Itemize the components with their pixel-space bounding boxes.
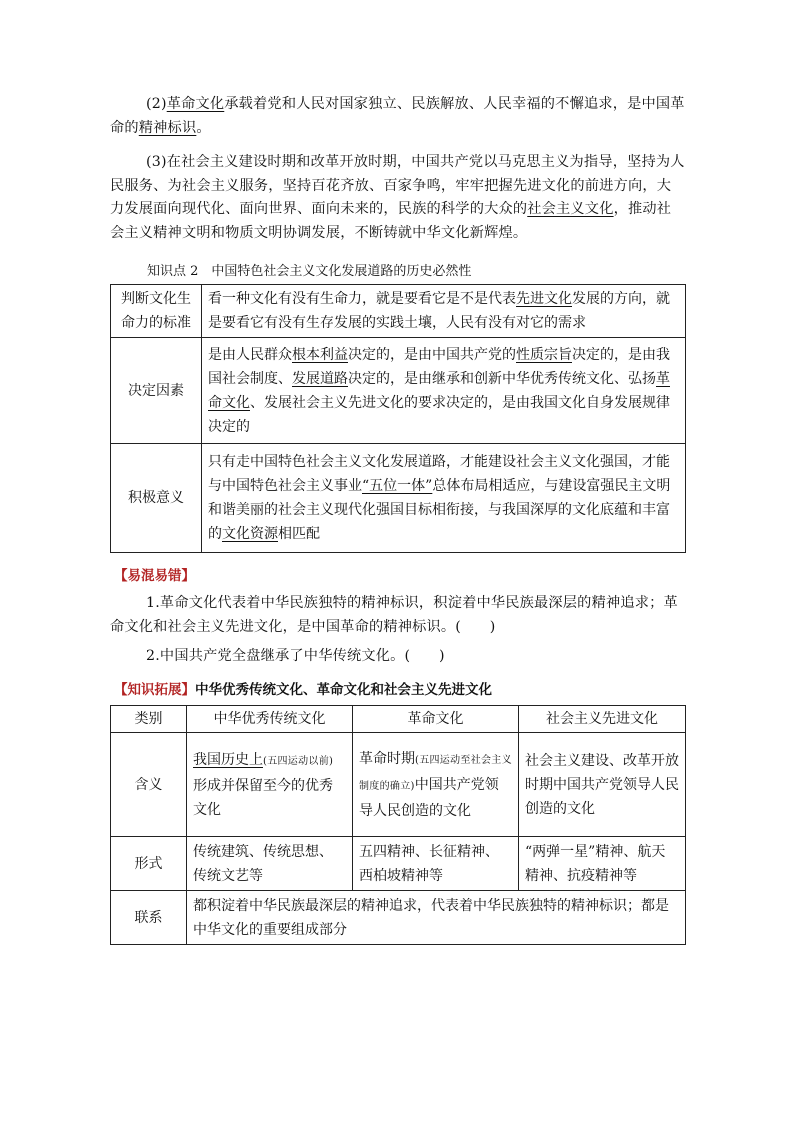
cell-text: 、发展社会主义先进文化的要求决定的，是由我国文化自身发展规律决定的 [208, 394, 670, 435]
table-row [111, 444, 686, 553]
para1-text: 承载着党和人民对国家独立、民族解放、人民幸福的不懈追求，是中国革命的 [110, 96, 685, 136]
cell-meaning-traditional [187, 733, 353, 837]
cell-note: (五四运动以前) [263, 755, 334, 767]
cell-relation: 都积淀着中华民族最深层的精神追求，代表着中华民族独特的精神标识；都是中华文化的重要组成部分 [187, 891, 686, 945]
cell-text: 形成并保留至今的优秀文化 [193, 777, 333, 818]
para2-text2: ，推动社会主义精神文明和物质文明协调发展，不断铸就中华文化新辉煌。 [110, 201, 672, 241]
term-five-in-one: “五位一体” [362, 478, 433, 494]
row-label-vitality-standard: 判断文化生命力的标准 [111, 285, 202, 338]
paragraph-revolutionary-culture [110, 93, 685, 140]
cell-text: 发展的方向，就是要看它有没有生存发展的实践土壤，人民有没有对它的需求 [208, 291, 670, 331]
cell-form-socialist: “两弹一星”精神、航天精神、抗疫精神等 [519, 837, 686, 891]
row-content-vitality-standard [202, 285, 686, 338]
knowledge-expansion-tag: 【知识拓展】 [114, 682, 195, 698]
para1-end: 。 [196, 119, 211, 136]
cell-text: 决定的，是由我国社会制度、 [208, 346, 670, 387]
knowledge-expansion-title: 中华优秀传统文化、革命文化和社会主义先进文化 [195, 682, 492, 698]
header-traditional-culture: 中华优秀传统文化 [187, 706, 353, 733]
table-row [111, 338, 686, 444]
row-content-positive-significance [202, 444, 686, 553]
header-category: 类别 [111, 706, 187, 733]
para2-text1: (3)在社会主义建设时期和改革开放时期，中国共产党以马克思主义为指导，坚持为人民服务、为社会主义服务，坚持百花齐放、百家争鸣，牢牢把握先进文化的前进方向，大力发展面向现代化、面向世界、面向未来的，民族的科学的大众的 [110, 154, 685, 217]
term-spiritual-identity: 精神标识 [138, 119, 197, 136]
cell-text: 革命时期 [359, 750, 415, 767]
term-revolutionary-culture: 革命文化 [208, 370, 670, 411]
term-fundamental-interests: 根本利益 [292, 346, 348, 363]
table-row [111, 891, 686, 945]
row-label-determining-factors: 决定因素 [111, 338, 202, 444]
knowledge-point-2-table [110, 284, 686, 553]
cell-text: 中国共产党领导人民创造的文化 [359, 776, 499, 819]
cell-text: 总体布局相适应，与建设富强民主文明和谐美丽的社会主义现代化强国目标相衔接，与我国深厚的文化底蕴和丰富的 [208, 478, 671, 542]
term-cultural-resources: 文化资源 [222, 526, 278, 542]
table-row [111, 733, 686, 837]
term-socialist-culture: 社会主义文化 [527, 201, 614, 217]
term-advanced-culture: 先进文化 [516, 291, 572, 307]
cell-text: 我国历史上 [193, 751, 263, 768]
cell-text: 决定的，是由中国共产党的 [348, 346, 516, 363]
easy-mistakes-tag: 【易混易错】 [114, 568, 195, 584]
row-label-form: 形式 [111, 837, 187, 891]
term-nature-purpose: 性质宗旨 [516, 346, 572, 363]
knowledge-point-2-title: 知识点 2 中国特色社会主义文化发展道路的历史必然性 [147, 264, 472, 279]
mistake-item-2: 2.中国共产党全盘继承了中华传统文化。( ) [146, 648, 445, 664]
header-socialist-culture: 社会主义先进文化 [519, 706, 686, 733]
cell-form-revolutionary: 五四精神、长征精神、西柏坡精神等 [353, 837, 519, 891]
cell-text: 看一种文化有没有生命力，就是要看它是不是代表 [208, 291, 516, 307]
para1-prefix: (2) [146, 96, 167, 112]
cell-text: 相匹配 [278, 526, 320, 542]
term-revolutionary-culture: 革命文化 [166, 96, 225, 112]
mistake-item-1: 1.革命文化代表着中华民族独特的精神标识，积淀着中华民族最深层的精神追求；革命文化和社会主义先进文化，是中国革命的精神标识。( ) [110, 595, 678, 635]
row-content-determining-factors [202, 338, 686, 444]
header-revolutionary-culture: 革命文化 [353, 706, 519, 733]
cell-note: (五四运动至社会主义制度的确立) [359, 754, 512, 792]
row-label-positive-significance: 积极意义 [111, 444, 202, 553]
cell-meaning-revolutionary [353, 733, 519, 837]
term-development-path: 发展道路 [292, 370, 348, 387]
row-label-relation: 联系 [111, 891, 187, 945]
cell-text: 只有走中国特色社会主义文化发展道路，才能建设社会主义文化强国，才能与中国特色社会主义事业 [208, 454, 670, 494]
cell-text: 决定的，是由继承和创新中华优秀传统文化、弘扬 [348, 370, 656, 387]
knowledge-expansion-header [114, 678, 492, 698]
easy-mistakes-header [114, 564, 195, 584]
cell-meaning-socialist: 社会主义建设、改革开放时期中国共产党领导人民创造的文化 [519, 733, 686, 837]
culture-comparison-table [110, 705, 686, 945]
table-header-row [111, 706, 686, 733]
row-label-meaning: 含义 [111, 733, 187, 837]
paragraph-socialist-culture [110, 151, 685, 245]
cell-text: 是由人民群众 [208, 346, 292, 363]
cell-form-traditional: 传统建筑、传统思想、传统文艺等 [187, 837, 353, 891]
table-row [111, 837, 686, 891]
table-row [111, 285, 686, 338]
